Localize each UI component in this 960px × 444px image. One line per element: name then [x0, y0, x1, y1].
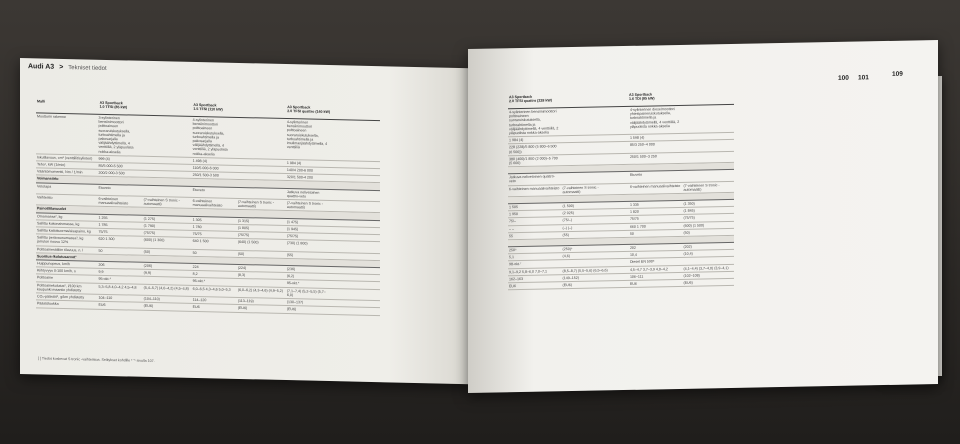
- row-label: Painot/tilavuudet: [37, 206, 66, 212]
- table-cell: 6-vaihteinen manuaalivaihteisto: [192, 198, 223, 208]
- model-header: A3 Sportback 1.0 TFSI (85 kW): [99, 100, 128, 110]
- table-cell: 660 1 700: [629, 224, 646, 229]
- table-cell: 4-sylinterinen dieselmoottori yhteispaineruiskutuksella, turboahtimella ja välijäähdyttimellä, 4 venttiiliä, 2 yläpuolista nokka-akselia: [629, 107, 680, 129]
- table-cell: 4-sylinterinen bensiinimoottori polttoaineen suoraruiskutuksella, turboahtimella ja välijäähdyttimellä, 4 venttiiliä, 2 yläpuolista nokka-akselia: [509, 109, 559, 136]
- table-cell: (7,1–7,4) (5,2–5,5) (5,7–6,0): [286, 288, 326, 298]
- table-row: [508, 105, 734, 138]
- table-cell: [237, 180, 286, 187]
- table-cell: [682, 170, 734, 181]
- table-cell: [331, 289, 380, 301]
- row-label: Moottorin rakenne: [37, 114, 66, 120]
- row-label: Omamassa², kg: [37, 214, 63, 219]
- table-cell: (104–110): [143, 296, 160, 302]
- table-cell: [143, 256, 192, 263]
- table-cell: [331, 234, 380, 241]
- table-cell: [682, 257, 734, 264]
- table-cell: 640 1 500: [192, 239, 209, 244]
- table-cell: (EU6): [683, 280, 693, 285]
- table-cell: 104–110: [98, 295, 113, 301]
- left-page: [20, 58, 470, 384]
- table-cell: (–) (–): [562, 225, 573, 230]
- table-cell: [286, 181, 331, 188]
- table-cell: [562, 143, 614, 154]
- header-label: Malli: [37, 99, 45, 104]
- table-cell: [237, 279, 286, 286]
- table-cell: [331, 253, 380, 260]
- table-cell: (130–137): [286, 300, 304, 305]
- table-cell: [682, 152, 734, 163]
- row-label: Suoritus-/kulutusarvot¹: [37, 254, 77, 260]
- table-cell: [237, 258, 286, 265]
- spec-table-right: [508, 90, 734, 291]
- table-cell: (10,4): [683, 251, 693, 257]
- table-cell: (6,0–6,2) (4,3–4,6) (4,9–5,2): [237, 287, 283, 293]
- table-cell: [682, 163, 734, 170]
- table-cell: (1 790): [143, 223, 156, 228]
- table-cell: EU6: [629, 281, 637, 286]
- table-cell: Diesel EN 590⁸: [629, 259, 655, 265]
- table-cell: 50: [629, 231, 634, 236]
- table-cell: [97, 207, 142, 214]
- table-cell: [508, 239, 562, 246]
- table-cell: [331, 260, 380, 267]
- table-cell: 75/–: [509, 219, 516, 224]
- table-cell: 55: [509, 234, 513, 239]
- table-cell: 9,1–9,2 5,8–6,0 7,0–7,1: [509, 269, 547, 274]
- table-cell: [331, 168, 380, 175]
- table-cell: 250/1 500-3 500: [192, 173, 219, 178]
- row-label: Vääntömomentti, Nm / 1/min: [37, 169, 83, 175]
- table-cell: 1 598 (4): [629, 135, 645, 141]
- table-cell: 1 984 (4): [286, 160, 302, 166]
- table-cell: [562, 154, 614, 165]
- table-cell: [237, 210, 286, 217]
- table-cell: (EU6): [237, 306, 248, 311]
- table-cell: 228 (228)/5 800 (5 800–6 500 (6 500)): [509, 144, 557, 154]
- table-cell: (75/–): [562, 218, 572, 223]
- row-label: Vetotapa: [37, 184, 52, 189]
- table-cell: (730) (1 800): [286, 241, 308, 246]
- table-cell: 6-vaihteinen manuaalivaihteisto: [509, 185, 560, 191]
- row-label: Voimansiirto: [37, 176, 59, 182]
- table-cell: [143, 171, 192, 178]
- table-cell: 85/3 250–4 000: [629, 142, 655, 148]
- table-cell: (4,1–4,4) (3,7–4,0) (3,9–4,1): [683, 265, 729, 271]
- table-cell: (55): [562, 232, 569, 238]
- row-label: Polttoainesäiliön tilavuus, n. l: [37, 247, 84, 253]
- table-cell: 4-sylinterinen bensiinimoottori polttoaineen suoraruiskutuksella, turboahtimella ja pakosarjalla välijäähdyttimellä, 4 venttiiliä, 2 yläpuolista nokka-akselia: [192, 117, 228, 157]
- table-cell: [562, 165, 614, 172]
- table-cell: 114–120: [192, 298, 207, 303]
- table-cell: [237, 118, 286, 159]
- table-cell: 50: [98, 248, 103, 253]
- table-cell: [143, 116, 192, 157]
- row-label: Teho¹, kW (1/min): [37, 162, 66, 168]
- row-label: Polttoaine: [37, 275, 53, 281]
- table-cell: (EU6): [286, 307, 297, 312]
- table-cell: (4,6): [562, 254, 570, 259]
- table-cell: [237, 188, 286, 200]
- table-cell: 75/75: [629, 217, 639, 222]
- table-cell: 4,5–4,7 3,7–3,9 4,0–4,2: [629, 266, 668, 272]
- brand-title: Audi A3: [28, 63, 55, 71]
- table-cell: EU6: [509, 284, 516, 289]
- model-header: A3 Sportback 2.0 TFSI quattro (228 kW): [509, 94, 552, 104]
- footnote: [ ] Tiedot koskevat S tronic -vaihteistoa. Selitykset kohdille ¹⁻⁵ sivulla 107.: [38, 356, 155, 364]
- table-cell: [331, 227, 380, 234]
- table-cell: 95-okt.⁴: [192, 279, 206, 284]
- table-cell: [97, 177, 142, 184]
- table-cell: (9,9): [143, 271, 152, 276]
- table-cell: (250)⁶: [562, 247, 573, 252]
- table-cell: 320/1 500-4 200: [286, 175, 314, 180]
- table-cell: (1 315): [237, 218, 250, 223]
- table-cell: 200/2 000-3 500: [98, 171, 125, 176]
- table-cell: (75/75): [143, 230, 156, 236]
- table-cell: [562, 135, 614, 142]
- table-cell: 1 780: [192, 224, 202, 229]
- table-cell: 3-sylinterinen bensiinimoottori polttoaineen suoraruiskutuksella, turboahtimella ja pakosarjalla välijäähdyttimellä, 4 venttiiliä, 2 yläpuolista nokka-akselia: [98, 115, 134, 154]
- table-cell: [562, 172, 614, 183]
- table-cell: (7-vaihteinen S tronic -automaatti): [286, 201, 323, 210]
- table-cell: 1 335: [629, 202, 639, 207]
- table-cell: 1 785: [98, 222, 108, 227]
- table-cell: [143, 178, 192, 185]
- table-cell: [682, 133, 734, 140]
- table-cell: [331, 282, 380, 289]
- model-header: A3 Sportback 1.6 TDI (85 kW): [629, 92, 655, 102]
- table-cell: 9,9: [98, 270, 104, 275]
- table-cell: [508, 166, 562, 173]
- row-label: Vaihteisto: [37, 195, 53, 200]
- table-cell: [562, 260, 614, 267]
- breadcrumb-arrow-icon: >: [59, 63, 64, 71]
- row-label: Päästöluokka: [37, 301, 59, 307]
- table-cell: [331, 213, 380, 220]
- table-cell: [562, 195, 614, 202]
- row-label: Sallittu kokonaismassa, kg: [37, 221, 80, 227]
- table-cell: (206): [143, 263, 153, 269]
- table-cell: (EU6): [562, 283, 572, 288]
- table-cell: (2 025): [562, 211, 574, 216]
- table-cell: (1 475): [286, 219, 299, 224]
- table-cell: (7-vaihteinen S tronic -automaatti): [683, 182, 720, 192]
- table-cell: (55): [286, 252, 294, 257]
- table-cell: 110/5 000-6 000: [192, 165, 219, 171]
- page-number: 109: [892, 70, 903, 78]
- table-cell: [331, 190, 380, 202]
- table-cell: 224: [192, 264, 199, 270]
- table-cell: (6,2): [286, 274, 295, 279]
- table-cell: [331, 300, 380, 307]
- table-cell: [331, 182, 380, 189]
- table-cell: (75/75): [683, 216, 695, 221]
- table-cell: (1 845): [683, 208, 695, 214]
- table-cell: (1 275): [143, 216, 156, 221]
- table-cell: [286, 259, 331, 266]
- table-cell: (5,4–5,7) (4,0–4,2) (4,5–4,8): [143, 285, 189, 291]
- table-cell: [143, 164, 192, 171]
- page-number: 101: [858, 74, 869, 82]
- table-cell: 5,1: [509, 255, 514, 260]
- table-cell: 10,4: [629, 253, 637, 258]
- table-cell: [562, 238, 614, 245]
- table-cell: [237, 166, 286, 173]
- row-label: Huippunopeus, km/h: [37, 261, 70, 267]
- table-cell: Etuveto: [192, 187, 205, 192]
- table-cell: 95-okt.⁴: [286, 281, 300, 286]
- table-cell: (50): [143, 249, 151, 254]
- row-label: Iskutilavuus, cm³ (venttiilit/sylinteri): [37, 155, 93, 161]
- table-cell: (75/75): [286, 234, 299, 239]
- table-cell: [192, 209, 237, 216]
- table-cell: (8,3): [237, 273, 246, 278]
- section-title: Tekniset tiedot: [68, 64, 107, 72]
- row-label: Sallittu kattokuorma/aisapaino, kg: [37, 228, 91, 234]
- table-cell: [629, 164, 683, 171]
- table-cell: 1 984 (4): [509, 138, 524, 143]
- table-cell: (75/75): [237, 233, 250, 238]
- table-cell: [192, 257, 237, 264]
- table-cell: (50): [237, 251, 245, 256]
- table-cell: [562, 107, 614, 135]
- table-cell: (224): [237, 266, 247, 271]
- table-cell: 6,0–6,5 4,3–4,6 5,0–5,3: [192, 286, 231, 292]
- table-cell: (113–119): [237, 299, 254, 304]
- table-cell: [143, 208, 192, 215]
- table-cell: [237, 159, 286, 166]
- table-cell: (102–108): [683, 273, 700, 278]
- model-header: A3 Sportback 1.5 TFSI (110 kW): [193, 102, 223, 112]
- table-cell: 999 (4): [98, 156, 110, 161]
- table-cell: EU6: [98, 303, 106, 308]
- row-label: Polttoainekulutus⁵, l/100 km kaupunki maantie yhdistetty: [37, 283, 82, 293]
- table-cell: 5,3–5,8 4,0–4,2 4,5–4,8: [98, 284, 137, 290]
- right-page: [468, 40, 938, 393]
- table-cell: Jatkuva nelivetoinen quattro-veto: [286, 189, 320, 199]
- table-cell: [629, 194, 683, 201]
- table-cell: [143, 157, 192, 164]
- row-label: CO₂-päästöt⁵, g/km yhdistetty: [37, 294, 85, 300]
- table-cell: [331, 120, 380, 161]
- table-cell: (1 350): [683, 201, 695, 206]
- table-cell: [682, 105, 734, 133]
- table-cell: 1 305: [192, 217, 202, 222]
- table-cell: [286, 211, 331, 218]
- table-cell: 8,2: [192, 272, 198, 277]
- table-cell: (EU6): [143, 304, 154, 309]
- table-cell: (600) (1 300): [143, 238, 165, 243]
- table-cell: 380 (400)/1 850 (2 000)–5 700 (5 600): [509, 156, 558, 166]
- table-cell: [331, 274, 380, 281]
- table-cell: 75/75: [192, 231, 202, 237]
- table-cell: [682, 140, 734, 151]
- table-cell: [192, 179, 237, 186]
- table-cell: 75/75: [98, 229, 108, 235]
- table-cell: (50): [683, 230, 690, 235]
- table-cell: (7-vaihteinen S tronic -automaatti): [143, 197, 180, 207]
- table-cell: (1 805): [237, 225, 250, 231]
- table-cell: 106–111: [629, 274, 644, 279]
- table-cell: 620 1 300: [98, 237, 115, 242]
- table-cell: (600) (1 500): [683, 223, 705, 228]
- table-cell: (236): [286, 267, 296, 272]
- table-cell: [331, 267, 380, 274]
- table-cell: 1 498 (4): [192, 158, 208, 164]
- table-cell: [143, 185, 192, 197]
- table-cell: (640) (1 500): [237, 240, 259, 245]
- table-cell: Etuveto: [629, 172, 643, 178]
- table-cell: (7-vaihteinen S tronic -automaatti): [562, 185, 599, 195]
- table-cell: 140/4 200-6 000: [286, 168, 314, 173]
- table-cell: 6-vaihteinen manuaalivaihteisto: [98, 196, 129, 206]
- table-cell: 6-vaihteinen manuaalivaihteisto: [629, 183, 681, 189]
- table-cell: (8,5–8,7) (5,5–5,6) (6,5–6,6): [562, 268, 608, 273]
- table-cell: [682, 193, 734, 200]
- table-cell: (7-vaihteinen S tronic -automaatti): [237, 199, 274, 209]
- table-cell: 202: [629, 245, 636, 250]
- table-cell: [682, 236, 734, 243]
- table-cell: [508, 196, 562, 203]
- table-cell: 1 950: [509, 212, 518, 217]
- row-label: Kiihtyvyys 0-100 km/h, s: [37, 268, 76, 274]
- row-label: Sallittu perävaunumassa³, kg jarruton nousu 12%: [37, 235, 84, 245]
- table-cell: 50: [192, 250, 197, 255]
- spec-table-left: [36, 98, 380, 315]
- table-cell: [331, 241, 380, 253]
- table-cell: [331, 201, 380, 213]
- model-header: A3 Sportback 2.0 TFSI quattro (140 kW): [287, 105, 331, 115]
- table-cell: [331, 175, 380, 182]
- table-cell: (149–152): [562, 275, 579, 281]
- table-cell: 162–163: [509, 276, 523, 282]
- table-cell: Etuveto: [98, 185, 111, 190]
- table-cell: 250/1 500–3 250: [629, 154, 657, 159]
- table-cell: 98-okt.⁷: [509, 262, 522, 267]
- table-cell: [331, 307, 380, 314]
- table-cell: 1 255: [98, 215, 108, 220]
- table-cell: [331, 220, 380, 227]
- table-cell: [143, 277, 192, 284]
- table-cell: [331, 161, 380, 168]
- table-cell: 4-sylinterinen bensiinimoottori polttoaineen suoraruiskutuksella, turboahtimella ja imuilmanjäähdyttimellä, 4 venttiiliä: [286, 120, 328, 150]
- table-cell: (1 500): [562, 204, 574, 209]
- table-cell: [97, 255, 142, 262]
- table-cell: EU6: [192, 305, 200, 310]
- table-cell: 1 820: [629, 209, 639, 215]
- table-cell: 85/5 000-5 500: [98, 163, 123, 169]
- table-cell: – –: [509, 226, 514, 231]
- table-cell: (202): [683, 244, 692, 249]
- table-cell: 1 505: [509, 205, 518, 210]
- table-cell: 250⁶: [509, 248, 517, 253]
- running-header: [28, 63, 107, 72]
- page-number: 100: [838, 74, 849, 82]
- table-cell: [629, 237, 683, 244]
- table-cell: 206: [98, 262, 105, 267]
- table-cell: Jatkuva nelivetoinen quattro-veto: [509, 174, 555, 184]
- table-cell: (1 945): [286, 226, 299, 232]
- table-cell: 95-okt.⁴: [98, 277, 112, 282]
- table-cell: [237, 173, 286, 180]
